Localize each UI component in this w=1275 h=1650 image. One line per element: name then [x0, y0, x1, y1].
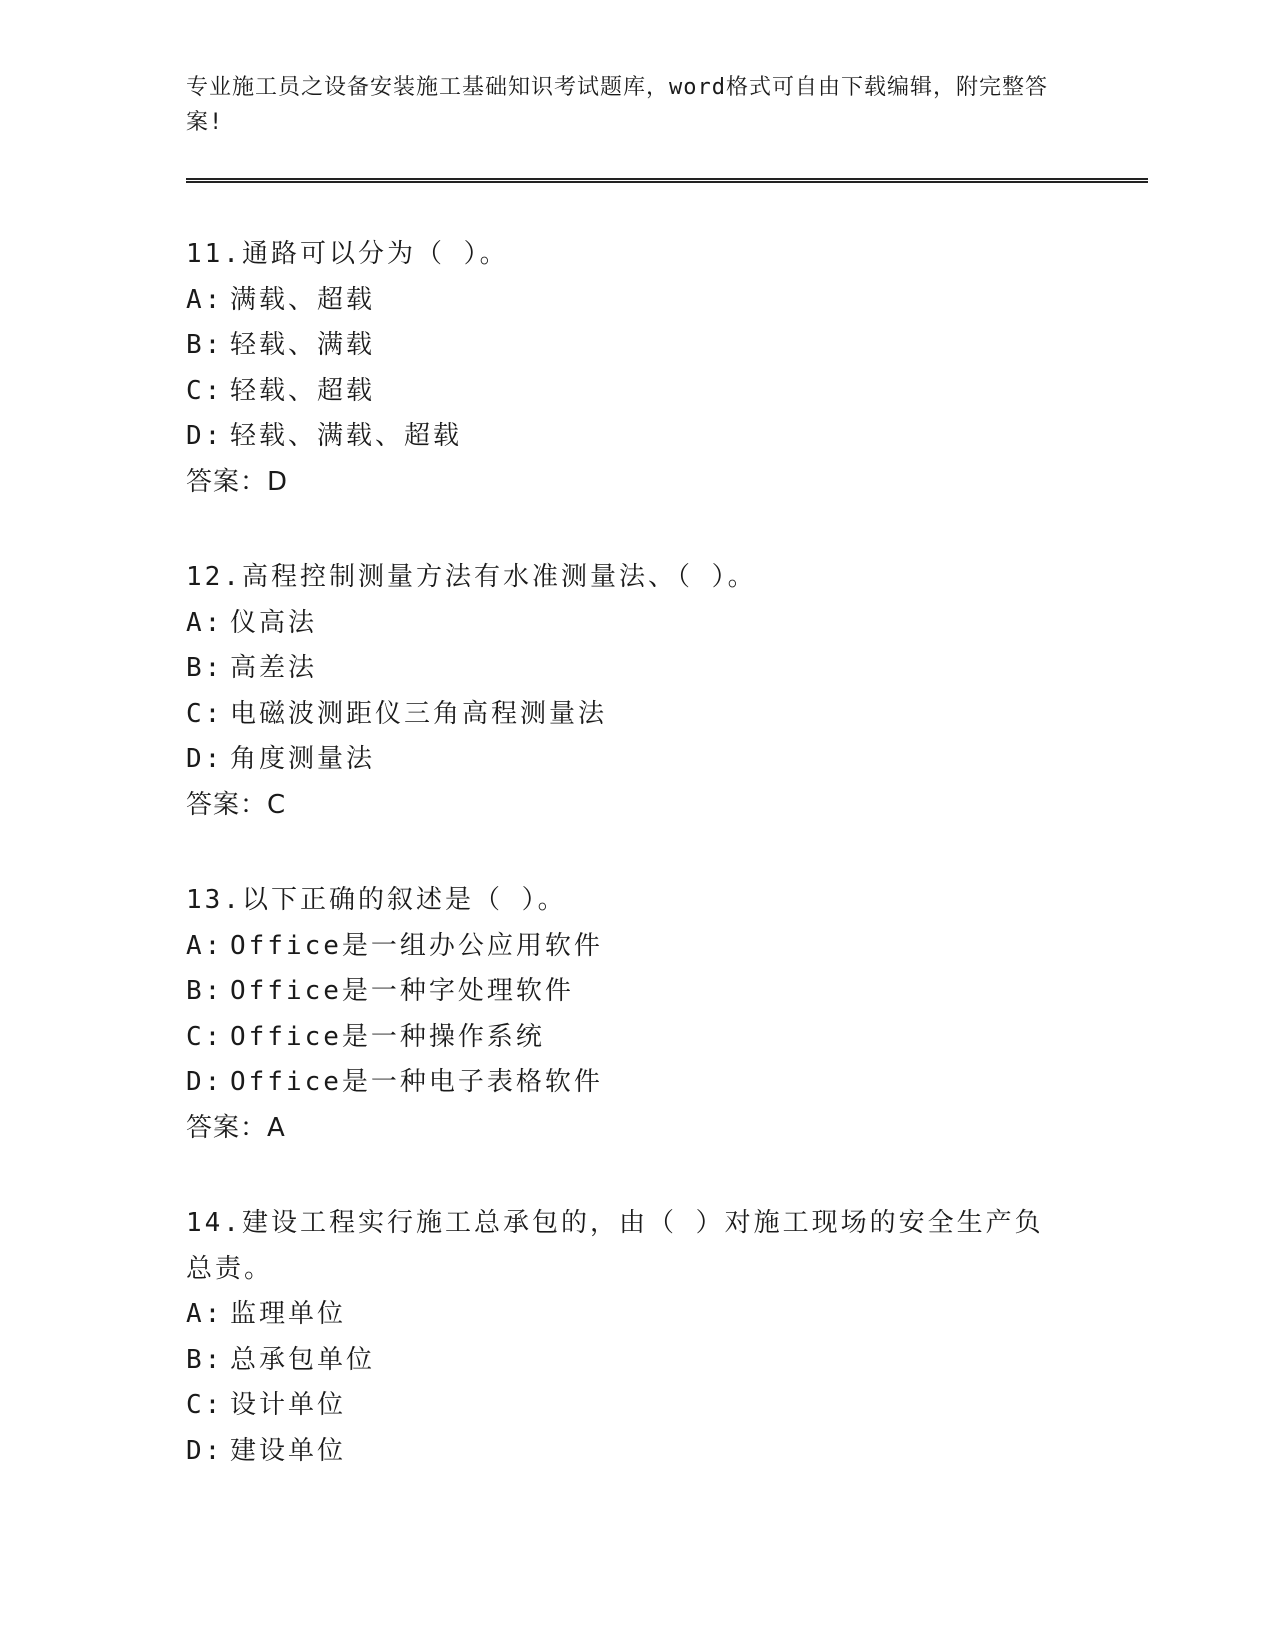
option-text: 总承包单位: [230, 1344, 376, 1375]
option-c: [186, 369, 1086, 415]
option-letter: A:: [186, 1299, 224, 1329]
option-letter: B:: [186, 330, 224, 360]
option-b: [186, 969, 1086, 1015]
question-stem: 14.建设工程实行施工总承包的，由（ ）对施工现场的安全生产负总责。: [186, 1208, 1044, 1284]
question-stem: 13.以下正确的叙述是（ ）。: [186, 885, 567, 915]
question-stem: 12.高程控制测量方法有水准测量法、（ ）。: [186, 562, 757, 592]
option-b: [186, 1338, 1086, 1384]
option-c: [186, 1383, 1086, 1429]
option-letter: A:: [186, 284, 224, 315]
option-a: [186, 278, 1086, 324]
option-text: 仪高法: [230, 607, 318, 638]
option-letter: B:: [186, 976, 224, 1006]
option-letter: D:: [186, 421, 224, 451]
question-13: [186, 878, 1086, 1151]
option-letter: C:: [186, 1021, 224, 1052]
option-c: [186, 692, 1086, 738]
option-letter: D:: [186, 1067, 224, 1097]
question-12: [186, 555, 1086, 828]
option-letter: B:: [186, 1344, 224, 1375]
option-d: [186, 414, 1086, 460]
option-text: Office是一种操作系统: [230, 1021, 545, 1052]
option-text: 轻载、满载、超载: [230, 421, 463, 451]
option-a: [186, 601, 1086, 647]
header-divider: [186, 178, 1148, 183]
option-d: [186, 1060, 1086, 1106]
question-11: [186, 232, 1086, 505]
option-letter: D:: [186, 744, 224, 774]
option-letter: A:: [186, 930, 224, 961]
option-text: 满载、超载: [230, 284, 376, 315]
option-b: [186, 646, 1086, 692]
option-d: [186, 1429, 1086, 1475]
option-text: Office是一组办公应用软件: [230, 930, 603, 961]
option-text: Office是一种电子表格软件: [230, 1067, 603, 1097]
option-text: Office是一种字处理软件: [230, 976, 574, 1006]
option-letter: B:: [186, 653, 224, 683]
option-letter: C:: [186, 375, 224, 406]
option-text: 轻载、超载: [230, 375, 376, 406]
option-a: [186, 1292, 1086, 1338]
answer-value: C: [267, 789, 287, 820]
answer-label: 答案：: [186, 1112, 268, 1143]
document-header: 专业施工员之设备安装施工基础知识考试题库，word格式可自由下载编辑，附完整答案!: [186, 75, 1048, 135]
option-a: [186, 924, 1086, 970]
answer-line: [186, 460, 1086, 506]
question-14: [186, 1201, 1086, 1474]
option-b: [186, 323, 1086, 369]
option-letter: A:: [186, 607, 224, 638]
option-letter: C:: [186, 1390, 224, 1420]
option-text: 建设单位: [230, 1435, 347, 1466]
answer-line: [186, 1106, 1086, 1152]
option-letter: C:: [186, 698, 224, 729]
question-list: [186, 232, 1086, 1524]
answer-line: [186, 783, 1086, 829]
option-text: 高差法: [230, 653, 318, 683]
question-stem: 11.通路可以分为（ ）。: [186, 239, 509, 269]
answer-value: D: [267, 466, 289, 497]
option-letter: D:: [186, 1435, 224, 1466]
option-text: 设计单位: [230, 1390, 347, 1420]
option-text: 监理单位: [230, 1299, 347, 1329]
option-text: 电磁波测距仪三角高程测量法: [230, 698, 608, 729]
answer-label: 答案：: [186, 466, 268, 497]
answer-label: 答案：: [186, 789, 268, 820]
answer-value: A: [267, 1112, 286, 1143]
option-d: [186, 737, 1086, 783]
option-text: 轻载、满载: [230, 330, 376, 360]
option-text: 角度测量法: [230, 744, 376, 774]
option-c: [186, 1015, 1086, 1061]
